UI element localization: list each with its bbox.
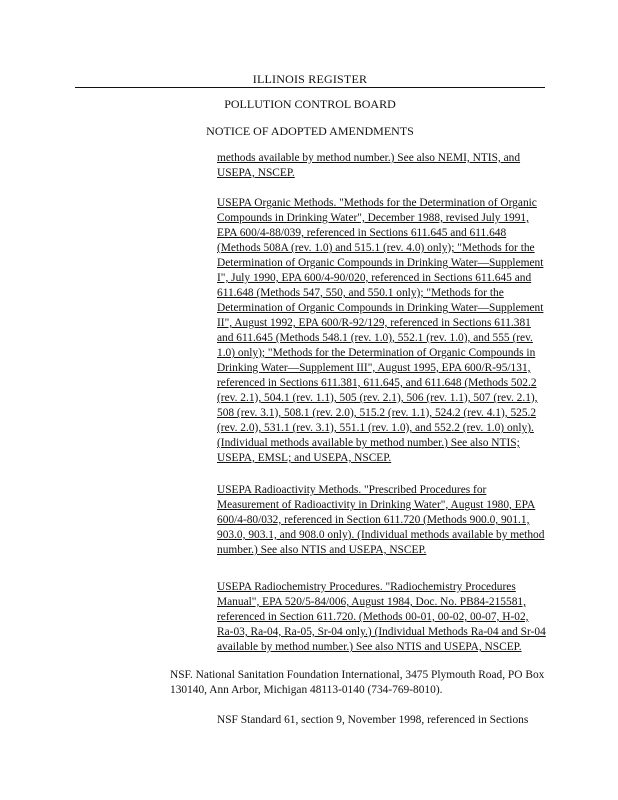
paragraph-nsf-standard: NSF Standard 61, section 9, November 1998, referenced in Sections — [217, 714, 529, 726]
paragraph-nemi-reference: methods available by method number.) See also NEMI, NTIS, and USEPA, NSCEP. — [217, 152, 521, 179]
header-rule — [75, 87, 545, 88]
register-title: ILLINOIS REGISTER — [252, 72, 368, 86]
paragraph-usepa-radiochemistry-procedures: USEPA Radiochemistry Procedures. "Radiochemistry Procedures Manual", EPA 520/5-84/006, August 1984, Doc. No. PB84-215581, referenced in Section 611.720. (Methods 00-01, 00-02, 00-07, H-02, Ra-03, Ra-04, Ra-05, Sr-04 only.) (Individual Methods Ra-04 and Sr-04 available by method number.) See also NTIS and USEPA, NSCEP. — [217, 581, 546, 653]
paragraph-nsf-address: NSF. National Sanitation Foundation International, 3475 Plymouth Road, PO Box 130140, Ann Arbor, Michigan 48113-0140 (734-769-8010). — [170, 669, 545, 696]
board-title: POLLUTION CONTROL BOARD — [224, 97, 396, 111]
notice-title: NOTICE OF ADOPTED AMENDMENTS — [206, 124, 414, 138]
paragraph-usepa-radioactivity-methods: USEPA Radioactivity Methods. "Prescribed Procedures for Measurement of Radioactivity in Drinking Water", August 1980, EPA 600/4-80/032, referenced in Section 611.720 (Methods 900.0, 901.1, 903.0, 903.1, and 908.0 only). (Individual methods available by method number.) See also NTIS and USEPA, NSCEP. — [217, 484, 545, 556]
paragraph-usepa-organic-methods: USEPA Organic Methods. "Methods for the Determination of Organic Compounds in Drinking Water", December 1988, revised July 1991, EPA 600/4-88/039, referenced in Sections 611.645 and 611.648 (Methods 508A (rev. 1.0) and 515.1 (rev. 4.0) only); "Methods for the Determination of Organic Compounds in Drinking Water—Supplement I", July 1990, EPA 600/4-90/020, referenced in Sections 611.645 and 611.648 (Methods 547, 550, and 550.1 only); "Methods for the Determination of Organic Compounds in Drinking Water—Supplement II", August 1992, EPA 600/R-92/129, referenced in Sections 611.381 and 611.645 (Methods 548.1 (rev. 1.0), 552.1 (rev. 1.0), and 555 (rev. 1.0) only); "Methods for the Determination of Organic Compounds in Drinking Water—Supplement III", August 1995, EPA 600/R-95/131, referenced in Sections 611.381, 611.645, and 611.648 (Methods 502.2 (rev. 2.1), 504.1 (rev. 1.1), 505 (rev. 2.1), 506 (rev. 1.1), 507 (rev. 2.1), 508 (rev. 3.1), 508.1 (rev. 2.0), 515.2 (rev. 1.1), 524.2 (rev. 4.1), 525.2 (rev. 2.0), 531.1 (rev. 3.1), 551.1 (rev. 1.0), and 552.2 (rev. 1.0) only). (Individual methods available by method number.) See also NTIS; USEPA, EMSL; and USEPA, NSCEP. — [217, 197, 544, 464]
